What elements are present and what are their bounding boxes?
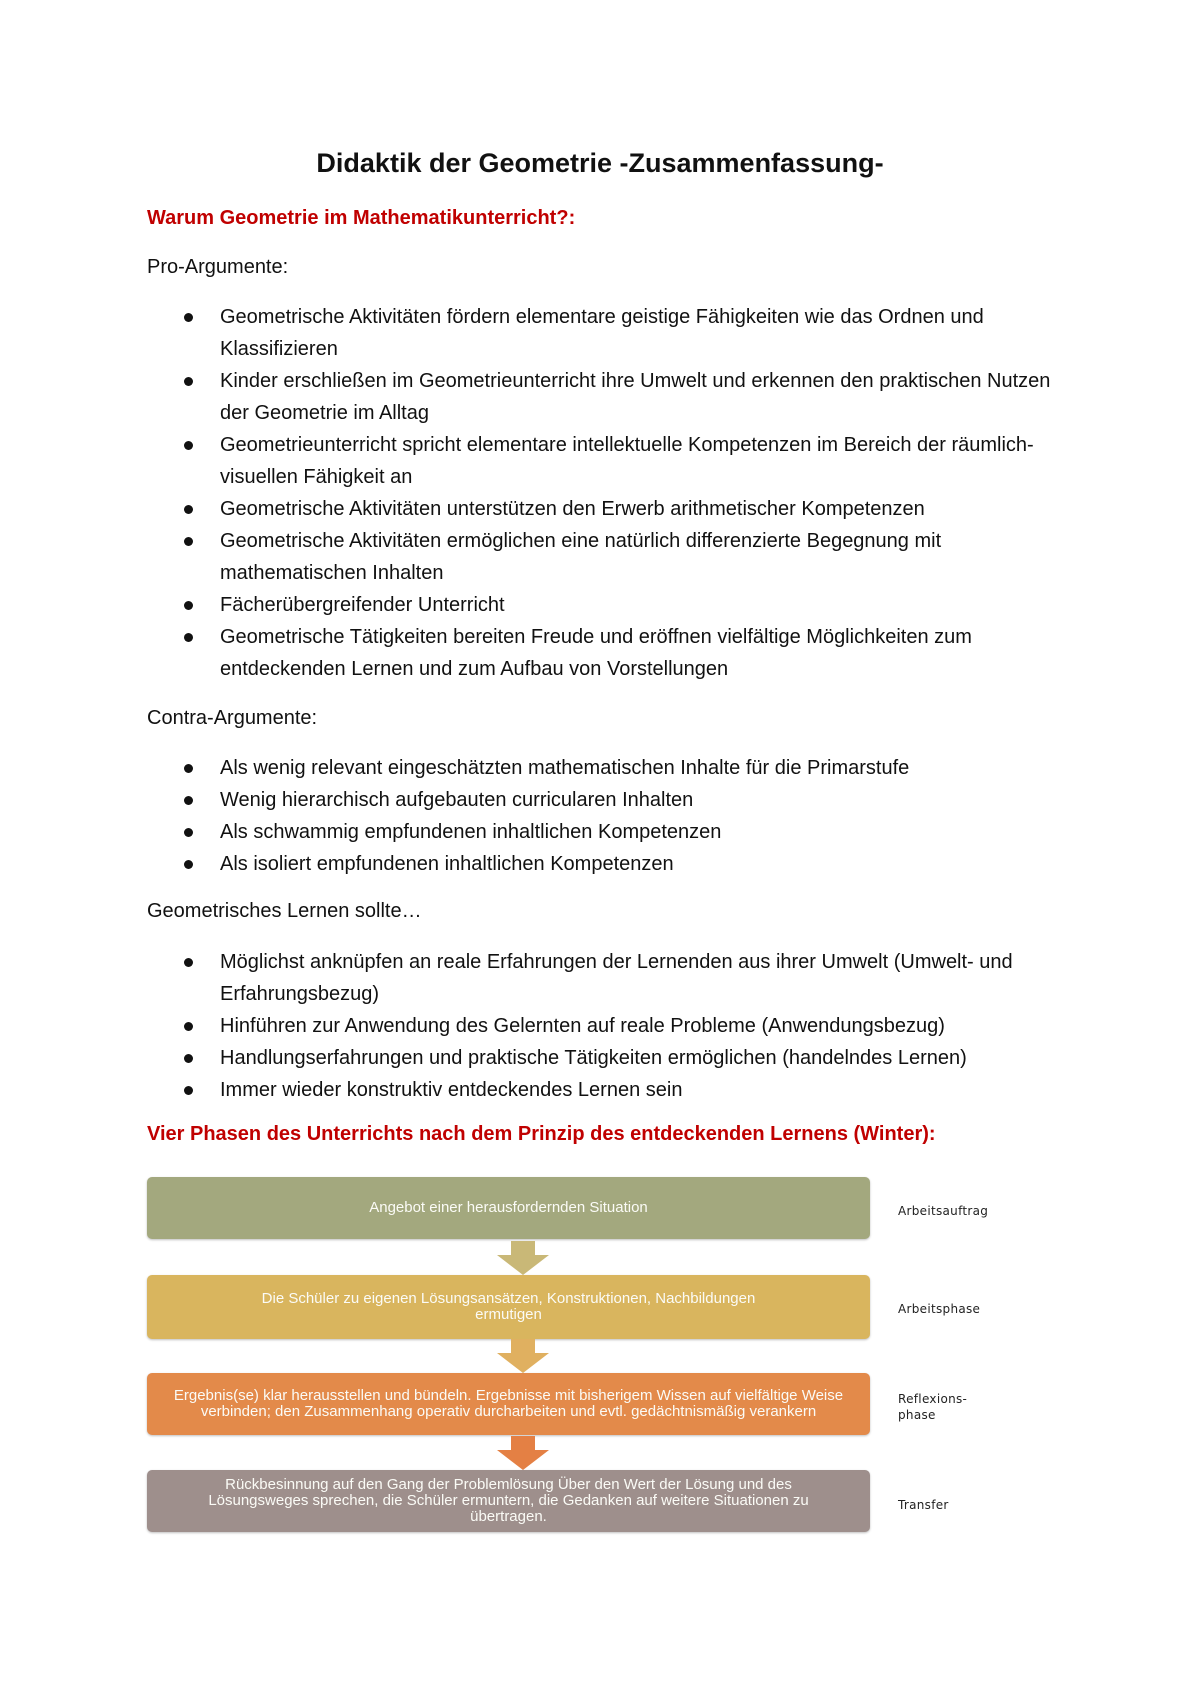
list-item: Kinder erschließen im Geometrieunterricht ihre Umwelt und erkennen den praktischen Nutzen der Geometrie im Alltag [147,365,1077,429]
phase-text: Ergebnis(se) klar herausstellen und bündeln. Ergebnisse mit bisherigem Wissen auf vielfältige Weise verbinden; den Zusammenhang operativ durcharbeiten und evtl. gedächtnismäßig verankern [173,1387,844,1420]
phase-side-label: Arbeitsphase [898,1302,981,1316]
document-title: Didaktik der Geometrie -Zusammenfassung- [316,148,884,178]
pro-arguments-label: Pro-Argumente: [147,256,289,278]
list-item: Hinführen zur Anwendung des Gelernten auf reale Probleme (Anwendungsbezug) [147,1010,1077,1042]
list-item: Als isoliert empfundenen inhaltlichen Kompetenzen [147,848,1077,880]
list-item: Geometrieunterricht spricht elementare intellektuelle Kompetenzen im Bereich der räumlich-visuellen Fähigkeit an [147,429,1077,493]
geometric-learning-list [147,946,1077,1106]
phase-box-1 [147,1177,870,1239]
phase-box-2 [147,1275,870,1339]
list-item: Wenig hierarchisch aufgebauten curricularen Inhalten [147,784,1077,816]
list-item: Handlungserfahrungen und praktische Tätigkeiten ermöglichen (handelndes Lernen) [147,1042,1077,1074]
list-item: Möglichst anknüpfen an reale Erfahrungen der Lernenden aus ihrer Umwelt (Umwelt- und Erfahrungsbezug) [147,946,1077,1010]
list-item: Als wenig relevant eingeschätzten mathematischen Inhalte für die Primarstufe [147,752,1077,784]
phase-box-4 [147,1470,870,1532]
list-item: Als schwammig empfundenen inhaltlichen Kompetenzen [147,816,1077,848]
pro-arguments-list [147,301,1077,685]
geometric-learning-label: Geometrisches Lernen sollte… [147,900,422,922]
section-heading-why-geometry: Warum Geometrie im Mathematikunterricht?: [147,207,576,229]
phase-side-label: Transfer [898,1498,949,1512]
list-item: Geometrische Aktivitäten fördern elementare geistige Fähigkeiten wie das Ordnen und Klassifizieren [147,301,1077,365]
phase-box-3 [147,1373,870,1435]
list-item: Geometrische Tätigkeiten bereiten Freude und eröffnen vielfältige Möglichkeiten zum entdeckenden Lernen und zum Aufbau von Vorstellungen [147,621,1077,685]
phase-text: Angebot einer herausfordernden Situation [369,1199,648,1216]
phase-text: Die Schüler zu eigenen Lösungsansätzen, Konstruktionen, Nachbildungen ermutigen [261,1290,756,1323]
down-arrow-icon [497,1241,549,1275]
down-arrow-icon [497,1436,549,1470]
contra-arguments-label: Contra-Argumente: [147,707,318,729]
contra-arguments-list [147,752,1077,880]
phase-side-label: Reflexions-phase [898,1392,968,1422]
list-item: Immer wieder konstruktiv entdeckendes Lernen sein [147,1074,1077,1106]
down-arrow-icon [497,1339,549,1373]
list-item: Geometrische Aktivitäten ermöglichen eine natürlich differenzierte Begegnung mit mathematischen Inhalten [147,525,1077,589]
phase-side-label: Arbeitsauftrag [898,1204,989,1218]
list-item: Fächerübergreifender Unterricht [147,589,1077,621]
section-heading-four-phases: Vier Phasen des Unterrichts nach dem Prinzip des entdeckenden Lernens (Winter): [147,1123,936,1145]
phase-text: Rückbesinnung auf den Gang der Problemlösung Über den Wert der Lösung und des Lösungsweges sprechen, die Schüler ermuntern, die Gedanken auf weitere Situationen zu übertragen. [208,1476,809,1525]
list-item: Geometrische Aktivitäten unterstützen den Erwerb arithmetischer Kompetenzen [147,493,1077,525]
